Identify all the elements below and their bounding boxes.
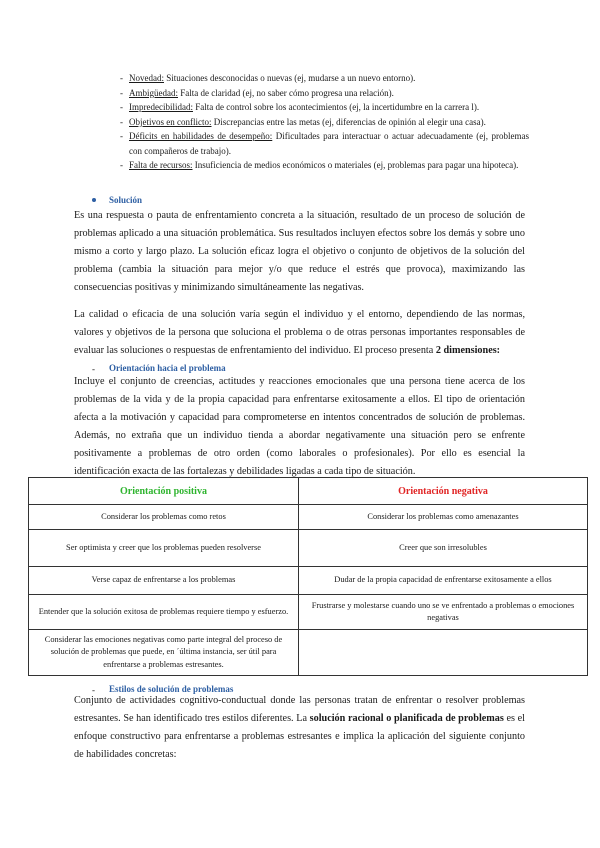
table-header-positive: Orientación positiva xyxy=(29,478,299,505)
list-item-text: Insuficiencia de medios económicos o materiales (ej, problemas para pagar una hipoteca). xyxy=(192,160,519,170)
table-cell-positive: Entender que la solución exitosa de problemas requiere tiempo y esfuerzo. xyxy=(29,595,299,630)
solucion-paragraph-2-text: La calidad o eficacia de una solución varía según el individuo y el entorno, dependiendo de las normas, valores y objetivos de la persona que soluciona el problema o de otras personas importantes responsables de evaluar las soluciones o respuestas de enfrentamiento del individuo. El proceso presenta xyxy=(74,309,525,356)
list-item-term: Déficits en habilidades de desempeño: xyxy=(129,131,273,141)
list-item-term: Falta de recursos: xyxy=(129,160,193,170)
solucion-paragraph-2-bold: 2 dimensiones: xyxy=(435,345,501,356)
list-item-term: Ambigüedad: xyxy=(129,87,178,98)
table-cell-negative: Dudar de la propia capacidad de enfrentarse exitosamente a ellos xyxy=(299,567,588,595)
table-cell-positive: Considerar los problemas como retos xyxy=(29,505,299,530)
estilos-paragraph xyxy=(74,692,525,764)
table-row xyxy=(29,630,588,676)
table-cell-positive: Ser optimista y creer que los problemas pueden resolverse xyxy=(29,530,299,567)
estilos-paragraph-rest: es el enfoque constructivo para enfrentarse a problemas estresantes e implica la aplicación del siguiente conjunto de habilidades concretas: xyxy=(74,713,525,760)
orientation-comparison-table xyxy=(28,477,588,676)
estilos-paragraph-bold: solución racional o planificada de problemas xyxy=(309,713,504,724)
table-cell-positive: Considerar las emociones negativas como parte integral del proceso de solución de problemas que puede, en ´última instancia, ser útil para enfrentarse a problemas estresantes. xyxy=(29,630,299,676)
section-heading-orientacion: Orientación hacia el problema xyxy=(109,363,226,373)
estilos-paragraph-text: Conjunto de actividades cognitivo-conductual donde las personas tratan de enfrentar o resolver problemas estresantes. Se han identificado tres estilos diferentes. La xyxy=(74,695,525,724)
table-row xyxy=(29,567,588,595)
solucion-paragraph-1: Es una respuesta o pauta de enfrentamiento concreta a la situación, resultado de un proceso de solución de problemas aplicado a una situación problemática. Sus resultados incluyen efectos sobre los demás y sobre uno mismo a corto y largo plazo. La solución eficaz logra el objetivo o conjunto de objetivos de la solución del problema (cambia la situación para mejor y/o que reduce el estrés que provoca), maximizando las consecuencias positivas y minimizando simultáneamente las negativas. xyxy=(74,210,525,293)
list-item-text: Falta de claridad (ej, no saber cómo progresa una relación). xyxy=(178,87,394,98)
table-cell-negative: Frustrarse y molestarse cuando uno se ve enfrentado a problemas o emociones negativas xyxy=(299,595,588,630)
list-item-term: Impredecibilidad: xyxy=(129,102,193,112)
bullet-dot-icon xyxy=(92,198,96,202)
list-item: - Déficits en habilidades de desempeño: Dificultades para interactuar o actuar adecuadamente (ej, problemas con compañeros de trabajo). xyxy=(120,131,529,156)
dash-marker: - xyxy=(92,364,95,374)
list-item-term: Objetivos en conflicto: xyxy=(129,116,212,127)
table-row xyxy=(29,505,588,530)
solucion-paragraph-2 xyxy=(74,306,525,360)
list-item-text: Discrepancias entre las metas (ej, diferencias de opinión al elegir una casa). xyxy=(211,116,486,127)
table-header-negative: Orientación negativa xyxy=(299,478,588,505)
table-row xyxy=(29,530,588,567)
table-cell-negative: Considerar los problemas como amenazantes xyxy=(299,505,588,530)
orientacion-paragraph: Incluye el conjunto de creencias, actitudes y reacciones emocionales que una persona tiene acerca de los problemas de la vida y de la propia capacidad para enfrentarse exitosamente a ellos. El tipo de orientación afecta a la motivación y capacidad para comprometerse en intentos concentrados de solución de problemas. Además, no extraña que un individuo tienda a abordar negativamente una situación pero se enfrente positivamente a problemas de otro orden (como laborales o profesionales). Por ello es esencial la identificación exacta de las fortalezas y debilidades ligadas a cada tipo de situación. xyxy=(74,376,525,477)
table-row xyxy=(29,595,588,630)
list-item: - Novedad: Situaciones desconocidas o nuevas (ej, mudarse a un nuevo entorno). xyxy=(120,73,416,83)
table-cell-negative xyxy=(299,630,588,676)
stressor-list xyxy=(120,71,529,173)
list-item: - Ambigüedad: Falta de claridad (ej, no saber cómo progresa una relación). xyxy=(120,87,394,98)
list-item-text: Situaciones desconocidas o nuevas (ej, mudarse a un nuevo entorno). xyxy=(164,73,416,83)
table-cell-positive: Verse capaz de enfrentarse a los problemas xyxy=(29,567,299,595)
list-item-term: Novedad: xyxy=(129,73,164,83)
dash-marker: - xyxy=(92,685,95,695)
list-item-text: Dificultades para interactuar o actuar adecuadamente (ej, problemas con compañeros de trabajo). xyxy=(129,131,529,156)
table-cell-negative: Creer que son irresolubles xyxy=(299,530,588,567)
list-item: - Impredecibilidad: Falta de control sobre los acontecimientos (ej, la incertidumbre en la carrera l). xyxy=(120,102,480,112)
list-item: - Falta de recursos: Insuficiencia de medios económicos o materiales (ej, problemas para pagar una hipoteca). xyxy=(120,160,519,170)
section-heading-solucion: Solución xyxy=(109,195,143,205)
list-item: - Objetivos en conflicto: Discrepancias entre las metas (ej, diferencias de opinión al elegir una casa). xyxy=(120,116,486,127)
list-item-text: Falta de control sobre los acontecimientos (ej, la incertidumbre en la carrera l). xyxy=(192,102,480,112)
table-header-row xyxy=(29,478,588,505)
section-heading-estilos: Estilos de solución de problemas xyxy=(109,684,234,694)
